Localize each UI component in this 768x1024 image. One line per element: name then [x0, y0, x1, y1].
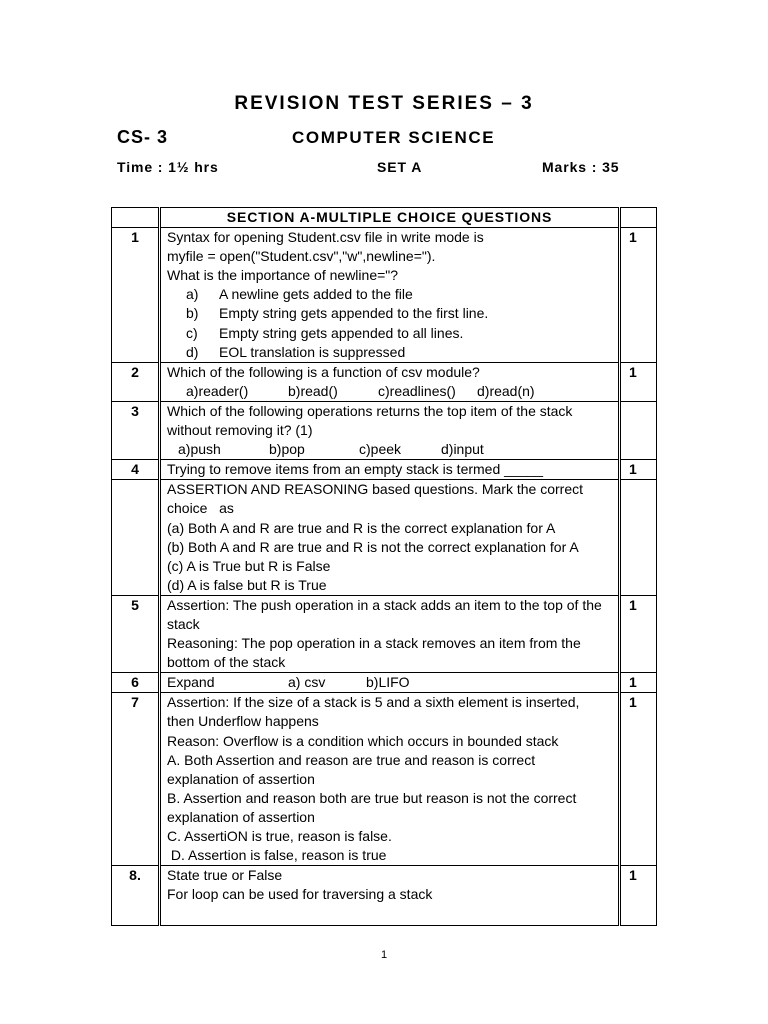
question-marks: 1	[620, 595, 657, 672]
marks-cell	[620, 480, 657, 596]
question-marks: 1	[620, 228, 657, 363]
option-text: EOL translation is suppressed	[219, 343, 406, 360]
option-d: d)read(n)	[477, 382, 535, 399]
instruction-line: (b) Both A and R are true and R is not the correct explanation for A	[167, 538, 579, 555]
question-body	[160, 866, 620, 926]
question-marks: 1	[620, 866, 657, 926]
option-label: a)	[186, 286, 199, 303]
option-list	[167, 440, 612, 459]
question-line: Assertion: The push operation in a stack adds an item to the top of the	[167, 596, 602, 613]
question-marks: 1	[620, 460, 657, 480]
page-number: 1	[380, 949, 388, 961]
question-row-2	[112, 362, 657, 401]
question-line: without removing it? (1)	[167, 422, 313, 439]
set-info: SET A	[377, 159, 423, 175]
question-row-7	[112, 693, 657, 866]
option-b	[167, 304, 612, 323]
assertion-instructions-row	[112, 480, 657, 596]
question-row-8	[112, 866, 657, 926]
question-line	[167, 673, 612, 692]
option-text: A newline gets added to the file	[219, 286, 413, 303]
number-cell	[112, 480, 160, 596]
question-marks: 1	[620, 362, 657, 401]
question-body	[160, 401, 620, 459]
option-label: b)	[186, 305, 199, 322]
question-row-4	[112, 460, 657, 480]
option-label: d)	[186, 343, 199, 360]
question-line: Reason: Overflow is a condition which occurs in bounded stack	[167, 732, 559, 749]
option-a: a)reader()	[186, 382, 249, 399]
question-number: 3	[112, 401, 160, 459]
question-number: 2	[112, 362, 160, 401]
option-a: a) csv	[288, 674, 326, 691]
question-line: What is the importance of newline="?	[167, 267, 399, 284]
question-body	[160, 460, 620, 480]
question-line: explanation of assertion	[167, 808, 315, 825]
option-label: c)	[186, 324, 198, 341]
course-code: CS- 3	[117, 127, 169, 147]
question-line: Which of the following operations returns the top item of the stack	[167, 402, 573, 419]
question-prompt: Expand	[167, 674, 215, 691]
question-line: Which of the following is a function of csv module?	[167, 363, 480, 380]
question-line: explanation of assertion	[167, 770, 315, 787]
question-row-1	[112, 228, 657, 363]
question-line: State true or False	[167, 867, 283, 884]
question-number: 4	[112, 460, 160, 480]
total-marks: Marks : 35	[542, 159, 620, 175]
question-body	[160, 673, 620, 693]
question-line: stack	[167, 615, 200, 632]
question-number: 5	[112, 595, 160, 672]
instruction-line: (a) Both A and R are true and R is the correct explanation for A	[167, 519, 556, 536]
instructions-body	[160, 480, 620, 596]
question-line: A. Both Assertion and reason are true and reason is correct	[167, 751, 536, 768]
marks-cell	[620, 208, 657, 228]
question-marks: 1	[620, 673, 657, 693]
number-cell	[112, 208, 160, 228]
question-marks: 1	[620, 693, 657, 866]
section-header-row	[112, 208, 657, 228]
question-marks	[620, 401, 657, 459]
question-number: 8.	[112, 866, 160, 926]
option-b: b)pop	[269, 441, 305, 458]
page-title: REVISION TEST SERIES – 3	[234, 93, 534, 114]
question-line: Trying to remove items from an empty stack is termed _____	[167, 461, 544, 478]
option-text: Empty string gets appended to all lines.	[219, 324, 464, 341]
option-b: b)LIFO	[366, 674, 410, 691]
question-line: myfile = open("Student.csv","w",newline=").	[167, 248, 436, 265]
question-row-5	[112, 595, 657, 672]
option-a: a)push	[178, 441, 221, 458]
option-text: Empty string gets appended to the first line.	[219, 305, 489, 322]
question-row-6	[112, 673, 657, 693]
subject-title: COMPUTER SCIENCE	[292, 128, 496, 147]
question-body	[160, 362, 620, 401]
question-row-3	[112, 401, 657, 459]
question-line: Syntax for opening Student.csv file in write mode is	[167, 229, 484, 246]
option-c	[167, 324, 612, 343]
option-c: c)readlines()	[378, 382, 456, 399]
section-title: SECTION A-MULTIPLE CHOICE QUESTIONS	[160, 208, 620, 228]
time-info: Time : 1½ hrs	[117, 159, 219, 175]
questions-table	[111, 207, 657, 926]
option-d	[167, 343, 612, 362]
instruction-line: (d) A is false but R is True	[167, 576, 327, 593]
option-list	[167, 382, 612, 401]
question-line: C. AssertiON is true, reason is false.	[167, 828, 392, 844]
option-b: b)read()	[288, 382, 338, 399]
question-body	[160, 693, 620, 866]
instruction-line: choice as	[167, 500, 234, 517]
question-number: 6	[112, 673, 160, 693]
question-line: then Underflow happens	[167, 713, 319, 730]
question-line: B. Assertion and reason both are true but reason is not the correct	[167, 789, 577, 806]
instruction-line: ASSERTION AND REASONING based questions. Mark the correct	[167, 481, 584, 498]
question-line: Assertion: If the size of a stack is 5 and a sixth element is inserted,	[167, 694, 580, 711]
question-body	[160, 595, 620, 672]
question-body	[160, 228, 620, 363]
question-number: 7	[112, 693, 160, 866]
question-line: Reasoning: The pop operation in a stack removes an item from the	[167, 635, 581, 652]
option-c: c)peek	[359, 441, 402, 458]
option-d: d)input	[441, 441, 484, 458]
question-line: bottom of the stack	[167, 654, 286, 671]
question-line: For loop can be used for traversing a stack	[167, 886, 433, 903]
question-line: D. Assertion is false, reason is true	[167, 847, 387, 864]
question-number: 1	[112, 228, 160, 363]
option-a	[167, 285, 612, 304]
instruction-line: (c) A is True but R is False	[167, 557, 331, 574]
